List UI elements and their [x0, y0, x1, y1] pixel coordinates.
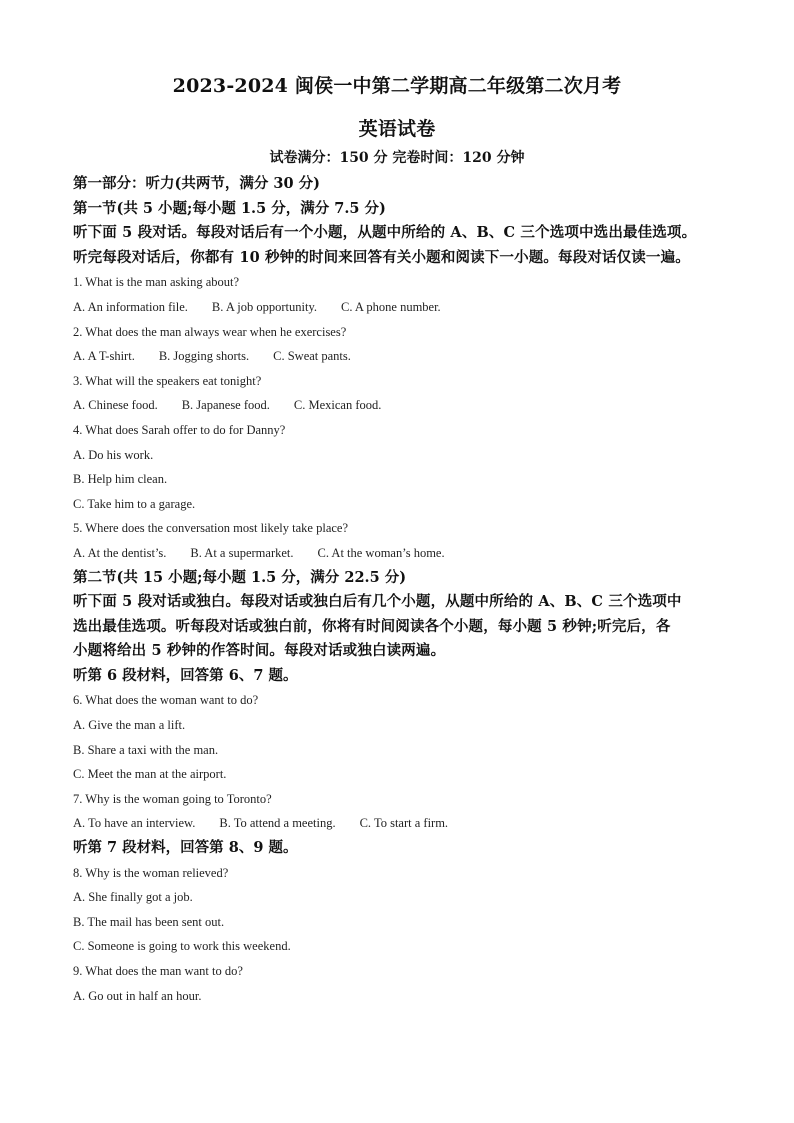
question-stem: 9. What does the man want to do?: [73, 964, 243, 978]
option: C. To start a firm.: [359, 816, 449, 831]
option: B. A job opportunity.: [211, 299, 318, 314]
option: A. A T-shirt.: [73, 349, 135, 364]
exam-body: [73, 172, 723, 1008]
option: A. At the dentist’s.: [73, 545, 167, 560]
material-heading: 听第 7 段材料，回答第 8、9 题。: [73, 839, 298, 857]
option: C. At the woman’s home.: [317, 545, 445, 560]
exam-meta: 试卷满分：150 分 完卷时间：120 分钟: [269, 150, 525, 166]
question-stem: 1. What is the man asking about?: [73, 275, 240, 290]
question-stem: 3. What will the speakers eat tonight?: [73, 373, 262, 388]
question-stem: 4. What does Sarah offer to do for Danny?: [73, 422, 286, 437]
exam-subtitle: 英语试卷: [358, 118, 436, 140]
option: C. Mexican food.: [293, 398, 382, 413]
question-option: B. The mail has been sent out.: [73, 914, 225, 929]
exam-title: 2023-2024 闽侯一中第二学期高二年级第二次月考: [172, 75, 622, 97]
question-option: C. Meet the man at the airport.: [73, 767, 227, 782]
question-option: A. Do his work.: [73, 447, 154, 462]
section1-instruction-line: 听完每段对话后，你都有 10 秒钟的时间来回答有关小题和阅读下一小题。每段对话仅读一遍。: [73, 248, 690, 266]
question-stem: 6. What does the woman want to do?: [73, 693, 259, 708]
material-heading: 听第 6 段材料，回答第 6、7 题。: [73, 666, 298, 684]
section2-instruction-line: 选出最佳选项。听每段对话或独白前，你将有时间阅读各个小题，每小题 5 秒钟;听完后，各: [73, 617, 671, 635]
question-stem: 2. What does the man always wear when he exercises?: [73, 324, 347, 339]
question-options-row: [73, 393, 723, 418]
question-option: C. Someone is going to work this weekend.: [73, 939, 291, 954]
part1-heading: 第一部分：听力(共两节，满分 30 分): [73, 175, 320, 192]
question-stem: 7. Why is the woman going to Toronto?: [73, 791, 272, 806]
question-option: A. Give the man a lift.: [73, 718, 186, 733]
option: A. An information file.: [73, 299, 188, 314]
section1-instruction-line: 听下面 5 段对话。每段对话后有一个小题，从题中所给的 A、B、C 三个选项中选出最佳选项。: [73, 224, 697, 242]
section2-instruction-line: 听下面 5 段对话或独白。每段对话或独白后有几个小题，从题中所给的 A、B、C 三个选项中: [73, 593, 682, 611]
option: C. Sweat pants.: [273, 349, 351, 364]
section2-heading: 第二节(共 15 小题;每小题 1.5 分，满分 22.5 分): [73, 568, 407, 586]
question-stem: 8. Why is the woman relieved?: [73, 865, 229, 880]
option: B. At a supermarket.: [190, 545, 294, 560]
option: A. Chinese food.: [73, 398, 158, 413]
option: A. To have an interview.: [73, 816, 196, 831]
question-options-row: [73, 541, 723, 566]
question-options-row: [73, 811, 723, 836]
option: B. To attend a meeting.: [219, 816, 336, 831]
section2-instruction-line: 小题将给出 5 秒钟的作答时间。每段对话或独白读两遍。: [73, 642, 446, 660]
question-option: B. Share a taxi with the man.: [73, 742, 219, 757]
question-stem: 5. Where does the conversation most likely take place?: [73, 521, 349, 536]
question-option: A. She finally got a job.: [73, 890, 193, 905]
question-options-row: [73, 344, 723, 369]
question-option: B. Help him clean.: [73, 472, 168, 487]
option: B. Japanese food.: [181, 398, 270, 413]
question-option: C. Take him to a garage.: [73, 496, 196, 511]
option: C. A phone number.: [341, 299, 441, 314]
question-options-row: [73, 295, 723, 320]
question-option: A. Go out in half an hour.: [73, 988, 202, 1003]
option: B. Jogging shorts.: [158, 349, 250, 364]
section1-heading: 第一节(共 5 小题;每小题 1.5 分，满分 7.5 分): [73, 199, 386, 217]
